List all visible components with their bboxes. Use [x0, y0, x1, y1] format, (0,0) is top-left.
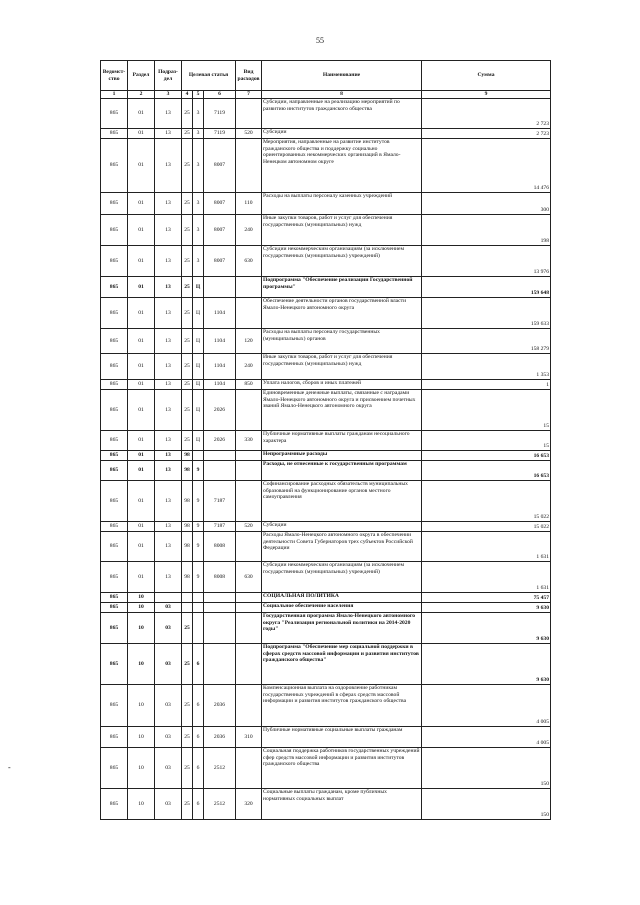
cell-target-subprogram: 9: [193, 532, 204, 562]
cell-podrazdel: 13: [155, 329, 182, 354]
cell-expense-type: [236, 603, 262, 613]
cell-target-program: 98: [182, 461, 193, 481]
cell-podrazdel: 03: [155, 727, 182, 748]
cell-razdel: 01: [128, 562, 155, 593]
budget-table: [100, 60, 551, 820]
cell-razdel: 01: [128, 532, 155, 562]
column-number: 7: [236, 91, 262, 99]
cell-target-code: 2512: [204, 748, 236, 789]
cell-podrazdel: 13: [155, 277, 182, 298]
cell-name: Социальная поддержка работников государственных учреждений сфер средств массовой информации и развития институтов гражданского общества: [262, 748, 422, 789]
cell-target-program: 25: [182, 129, 193, 139]
cell-razdel: 10: [128, 593, 155, 603]
cell-name: Расходы, не отнесенные к государственным программам: [262, 461, 422, 481]
cell-name: Публичные нормативные выплаты гражданам несоциального характера: [262, 431, 422, 451]
cell-razdel: 01: [128, 193, 155, 215]
cell-target-subprogram: 9: [193, 562, 204, 593]
cell-target-subprogram: Ц: [193, 380, 204, 390]
cell-target-code: 7119: [204, 99, 236, 129]
cell-razdel: 01: [128, 329, 155, 354]
cell-sum: 198: [422, 215, 551, 246]
cell-expense-type: [236, 139, 262, 193]
cell-vedomstvo: 865: [101, 380, 128, 390]
cell-target-code: 1104: [204, 298, 236, 329]
cell-podrazdel: 13: [155, 380, 182, 390]
cell-target-subprogram: 9: [193, 481, 204, 522]
cell-sum: 9 630: [422, 644, 551, 685]
cell-target-code: 1104: [204, 354, 236, 380]
cell-target-code: 8007: [204, 139, 236, 193]
cell-target-program: [182, 603, 193, 613]
cell-vedomstvo: 865: [101, 246, 128, 277]
cell-target-program: 98: [182, 522, 193, 532]
cell-target-subprogram: [193, 613, 204, 644]
cell-expense-type: 330: [236, 431, 262, 451]
cell-sum: 4 005: [422, 685, 551, 727]
column-number: 9: [422, 91, 551, 99]
cell-razdel: 01: [128, 431, 155, 451]
cell-sum: 15: [422, 431, 551, 451]
cell-podrazdel: 13: [155, 246, 182, 277]
cell-sum: 158 279: [422, 329, 551, 354]
cell-target-code: [204, 593, 236, 603]
cell-expense-type: 630: [236, 246, 262, 277]
cell-name: Единовременные денежные выплаты, связанные с наградами Ямало-Ненецкого автономного округа и присвоением почетных званий Ямало-Ненецкого автономного округа: [262, 390, 422, 431]
cell-target-program: 25: [182, 99, 193, 129]
cell-expense-type: [236, 532, 262, 562]
table-row: [101, 129, 551, 139]
column-number: 2: [128, 91, 155, 99]
cell-name: Подпрограмма "Обеспечение реализации Государственной программы": [262, 277, 422, 298]
table-row: [101, 644, 551, 685]
cell-razdel: 01: [128, 246, 155, 277]
cell-target-code: [204, 277, 236, 298]
cell-expense-type: 240: [236, 354, 262, 380]
cell-podrazdel: 13: [155, 354, 182, 380]
cell-podrazdel: 13: [155, 390, 182, 431]
page-number: 55: [316, 36, 324, 45]
cell-name: Подпрограмма "Обеспечение мер социальной поддержки в сферах средств массовой информации и развития институтов гражданского общества": [262, 644, 422, 685]
cell-target-code: 8007: [204, 246, 236, 277]
cell-target-subprogram: [193, 593, 204, 603]
cell-target-subprogram: Ц: [193, 354, 204, 380]
cell-razdel: 01: [128, 99, 155, 129]
cell-vedomstvo: 865: [101, 644, 128, 685]
header-expense-type: Вид расходов: [236, 61, 262, 91]
table-row: [101, 451, 551, 461]
cell-vedomstvo: 865: [101, 139, 128, 193]
cell-podrazdel: 13: [155, 481, 182, 522]
cell-target-program: 25: [182, 748, 193, 789]
cell-target-program: 98: [182, 562, 193, 593]
table-row: [101, 481, 551, 522]
header-target-article: Целевая статья: [182, 61, 236, 91]
cell-podrazdel: 13: [155, 298, 182, 329]
cell-vedomstvo: 865: [101, 451, 128, 461]
cell-target-code: [204, 613, 236, 644]
cell-podrazdel: 13: [155, 129, 182, 139]
table-row: [101, 329, 551, 354]
cell-target-code: 8008: [204, 532, 236, 562]
cell-target-subprogram: [193, 451, 204, 461]
cell-target-code: 2036: [204, 727, 236, 748]
cell-expense-type: [236, 298, 262, 329]
cell-podrazdel: 03: [155, 603, 182, 613]
cell-target-subprogram: 3: [193, 139, 204, 193]
cell-target-code: [204, 603, 236, 613]
cell-target-code: [204, 461, 236, 481]
cell-vedomstvo: 865: [101, 215, 128, 246]
cell-target-program: 25: [182, 246, 193, 277]
cell-target-subprogram: 6: [193, 685, 204, 727]
cell-vedomstvo: 865: [101, 481, 128, 522]
cell-sum: 1: [422, 380, 551, 390]
cell-razdel: 10: [128, 685, 155, 727]
cell-razdel: 01: [128, 461, 155, 481]
cell-expense-type: [236, 451, 262, 461]
table-row: [101, 593, 551, 603]
column-number: 3: [155, 91, 182, 99]
cell-podrazdel: [155, 593, 182, 603]
cell-target-program: 25: [182, 727, 193, 748]
column-number: 8: [262, 91, 422, 99]
cell-name: Субсидии некоммерческим организациям (за исключением государственных (муниципальных) учреждений): [262, 562, 422, 593]
cell-expense-type: 630: [236, 562, 262, 593]
table-row: [101, 431, 551, 451]
cell-expense-type: 320: [236, 789, 262, 820]
cell-razdel: 01: [128, 354, 155, 380]
table-row: [101, 789, 551, 820]
cell-target-subprogram: Ц: [193, 298, 204, 329]
cell-razdel: 01: [128, 298, 155, 329]
cell-expense-type: [236, 748, 262, 789]
column-number: 6: [204, 91, 236, 99]
header-sum: Сумма: [422, 61, 551, 91]
cell-vedomstvo: 865: [101, 329, 128, 354]
cell-vedomstvo: 865: [101, 354, 128, 380]
cell-target-code: [204, 644, 236, 685]
cell-name: Субсидии: [262, 522, 422, 532]
cell-target-code: 2026: [204, 431, 236, 451]
cell-sum: 4 005: [422, 727, 551, 748]
cell-expense-type: 120: [236, 329, 262, 354]
cell-sum: 14 476: [422, 139, 551, 193]
cell-name: Уплата налогов, сборов и иных платежей: [262, 380, 422, 390]
cell-vedomstvo: 865: [101, 390, 128, 431]
column-number: 1: [101, 91, 128, 99]
column-number: 5: [193, 91, 204, 99]
cell-name: Расходы на выплаты персоналу казенных учреждений: [262, 193, 422, 215]
table-row: [101, 748, 551, 789]
table-row: [101, 562, 551, 593]
cell-expense-type: [236, 99, 262, 129]
cell-target-program: 25: [182, 380, 193, 390]
header-name: Наименование: [262, 61, 422, 91]
cell-name: Иные закупки товаров, работ и услуг для обеспечения государственных (муниципальных) нужд: [262, 215, 422, 246]
cell-name: Социальное обеспечение населения: [262, 603, 422, 613]
cell-target-program: 25: [182, 789, 193, 820]
header-podrazdel: Подраз- дел: [155, 61, 182, 91]
cell-target-program: 25: [182, 390, 193, 431]
cell-target-subprogram: 9: [193, 461, 204, 481]
cell-target-subprogram: Ц: [193, 390, 204, 431]
cell-target-code: 2026: [204, 390, 236, 431]
cell-vedomstvo: 865: [101, 727, 128, 748]
cell-target-subprogram: 9: [193, 522, 204, 532]
cell-expense-type: [236, 277, 262, 298]
cell-razdel: 10: [128, 644, 155, 685]
cell-target-program: 25: [182, 277, 193, 298]
table-row: [101, 727, 551, 748]
cell-expense-type: 850: [236, 380, 262, 390]
table-row: [101, 603, 551, 613]
cell-target-subprogram: 6: [193, 748, 204, 789]
cell-name: Компенсационная выплата на оздоровление работникам государственных учреждений в сферах средств массовой информации и развития институтов гражданского общества: [262, 685, 422, 727]
cell-podrazdel: 13: [155, 193, 182, 215]
table-row: [101, 522, 551, 532]
cell-razdel: 10: [128, 603, 155, 613]
cell-target-code: 1104: [204, 329, 236, 354]
cell-expense-type: 520: [236, 522, 262, 532]
cell-razdel: 10: [128, 613, 155, 644]
cell-vedomstvo: 865: [101, 298, 128, 329]
cell-razdel: 01: [128, 390, 155, 431]
cell-podrazdel: 03: [155, 789, 182, 820]
cell-sum: 300: [422, 193, 551, 215]
cell-sum: 150: [422, 748, 551, 789]
cell-sum: 15 022: [422, 522, 551, 532]
cell-sum: 16 653: [422, 461, 551, 481]
cell-target-subprogram: Ц: [193, 277, 204, 298]
cell-name: Непрограммные расходы: [262, 451, 422, 461]
cell-sum: 159 633: [422, 298, 551, 329]
cell-sum: 1 631: [422, 562, 551, 593]
cell-target-subprogram: 6: [193, 727, 204, 748]
cell-sum: 1 631: [422, 532, 551, 562]
cell-name: Расходы Ямало-Ненецкого автономного округа в обеспечении деятельности Совета Губернаторов трех субъектов Российской Федерации: [262, 532, 422, 562]
cell-target-code: 2036: [204, 685, 236, 727]
cell-vedomstvo: 865: [101, 532, 128, 562]
cell-target-subprogram: 3: [193, 246, 204, 277]
cell-name: Социальные выплаты гражданам, кроме публичных нормативных социальных выплат: [262, 789, 422, 820]
cell-sum: 1 353: [422, 354, 551, 380]
cell-expense-type: [236, 481, 262, 522]
header-razdel: Раздел: [128, 61, 155, 91]
table-row: [101, 246, 551, 277]
cell-name: Обеспечение деятельности органов государственной власти Ямало-Ненецкого автономного округа: [262, 298, 422, 329]
header-vedomstvo: Ведомст- ство: [101, 61, 128, 91]
cell-vedomstvo: 865: [101, 685, 128, 727]
cell-target-program: 25: [182, 685, 193, 727]
cell-expense-type: [236, 644, 262, 685]
cell-vedomstvo: 865: [101, 593, 128, 603]
cell-name: Иные закупки товаров, работ и услуг для обеспечения государственных (муниципальных) нужд: [262, 354, 422, 380]
cell-expense-type: 520: [236, 129, 262, 139]
cell-target-subprogram: Ц: [193, 431, 204, 451]
cell-target-subprogram: 3: [193, 215, 204, 246]
column-number: 4: [182, 91, 193, 99]
cell-sum: 150: [422, 789, 551, 820]
cell-vedomstvo: 865: [101, 613, 128, 644]
cell-vedomstvo: 865: [101, 522, 128, 532]
cell-expense-type: [236, 613, 262, 644]
cell-target-subprogram: 6: [193, 789, 204, 820]
cell-expense-type: [236, 593, 262, 603]
cell-target-program: 25: [182, 298, 193, 329]
cell-sum: 15: [422, 390, 551, 431]
cell-razdel: 01: [128, 215, 155, 246]
cell-razdel: 01: [128, 380, 155, 390]
cell-sum: 13 976: [422, 246, 551, 277]
table-row: [101, 99, 551, 129]
cell-razdel: 10: [128, 748, 155, 789]
cell-razdel: 01: [128, 129, 155, 139]
cell-expense-type: 310: [236, 727, 262, 748]
cell-razdel: 01: [128, 451, 155, 461]
cell-sum: 2 723: [422, 99, 551, 129]
cell-sum: 15 022: [422, 481, 551, 522]
cell-expense-type: 240: [236, 215, 262, 246]
cell-podrazdel: 03: [155, 685, 182, 727]
cell-name: Мероприятия, направленные на развитие институтов гражданского общества и поддержку социально ориентированных некоммерческих организаций в Ямало-Ненецком автономном округе: [262, 139, 422, 193]
cell-target-program: 25: [182, 329, 193, 354]
cell-razdel: 10: [128, 727, 155, 748]
cell-podrazdel: 13: [155, 461, 182, 481]
cell-sum: 9 630: [422, 613, 551, 644]
table-row: [101, 139, 551, 193]
cell-vedomstvo: 865: [101, 562, 128, 593]
cell-target-code: 7119: [204, 129, 236, 139]
table-row: [101, 298, 551, 329]
cell-podrazdel: 13: [155, 431, 182, 451]
cell-target-code: 8007: [204, 215, 236, 246]
cell-target-code: [204, 451, 236, 461]
cell-razdel: 01: [128, 139, 155, 193]
table-row: [101, 193, 551, 215]
cell-target-subprogram: Ц: [193, 329, 204, 354]
cell-name: Софинансирование расходных обязательств муниципальных образований на функционирование органов местного самоуправления: [262, 481, 422, 522]
cell-target-program: 25: [182, 644, 193, 685]
cell-expense-type: 110: [236, 193, 262, 215]
cell-target-program: 98: [182, 451, 193, 461]
cell-target-code: 8007: [204, 193, 236, 215]
cell-target-subprogram: 6: [193, 644, 204, 685]
table-row: [101, 380, 551, 390]
cell-razdel: 10: [128, 789, 155, 820]
cell-name: Расходы на выплаты персоналу государственных (муниципальных) органов: [262, 329, 422, 354]
cell-podrazdel: 13: [155, 562, 182, 593]
cell-podrazdel: 03: [155, 644, 182, 685]
cell-expense-type: [236, 685, 262, 727]
cell-target-program: 25: [182, 431, 193, 451]
cell-target-program: 25: [182, 193, 193, 215]
cell-target-subprogram: 3: [193, 193, 204, 215]
table-row: [101, 215, 551, 246]
cell-vedomstvo: 865: [101, 129, 128, 139]
cell-podrazdel: 13: [155, 215, 182, 246]
column-number-row: [101, 91, 551, 99]
cell-target-subprogram: [193, 603, 204, 613]
cell-podrazdel: 13: [155, 99, 182, 129]
cell-sum: 16 653: [422, 451, 551, 461]
cell-sum: 2 723: [422, 129, 551, 139]
cell-name: Субсидии: [262, 129, 422, 139]
cell-vedomstvo: 865: [101, 99, 128, 129]
cell-podrazdel: 13: [155, 522, 182, 532]
cell-target-program: 25: [182, 139, 193, 193]
table-body: [101, 99, 551, 820]
table-row: [101, 461, 551, 481]
cell-target-code: 2512: [204, 789, 236, 820]
table-row: [101, 532, 551, 562]
cell-podrazdel: 03: [155, 748, 182, 789]
cell-vedomstvo: 865: [101, 748, 128, 789]
cell-expense-type: [236, 390, 262, 431]
cell-vedomstvo: 865: [101, 277, 128, 298]
cell-razdel: 01: [128, 277, 155, 298]
cell-sum: 75 457: [422, 593, 551, 603]
cell-sum: 9 630: [422, 603, 551, 613]
cell-target-code: 8008: [204, 562, 236, 593]
cell-vedomstvo: 865: [101, 603, 128, 613]
table-row: [101, 613, 551, 644]
cell-sum: 159 648: [422, 277, 551, 298]
cell-target-code: 7187: [204, 522, 236, 532]
header-row: [101, 61, 551, 91]
cell-target-code: 1104: [204, 380, 236, 390]
cell-podrazdel: 13: [155, 451, 182, 461]
cell-name: СОЦИАЛЬНАЯ ПОЛИТИКА: [262, 593, 422, 603]
cell-target-subprogram: 3: [193, 99, 204, 129]
cell-razdel: 01: [128, 522, 155, 532]
cell-vedomstvo: 865: [101, 789, 128, 820]
cell-target-program: [182, 593, 193, 603]
cell-podrazdel: 13: [155, 532, 182, 562]
cell-name: Государственная программа Ямало-Ненецкого автономного округа "Реализация региональной политики на 2014-2020 годы": [262, 613, 422, 644]
cell-vedomstvo: 865: [101, 431, 128, 451]
table-row: [101, 390, 551, 431]
cell-name: Публичные нормативные социальные выплаты гражданам: [262, 727, 422, 748]
table-row: [101, 354, 551, 380]
cell-name: Субсидии некоммерческим организациям (за исключением государственных (муниципальных) учреждений): [262, 246, 422, 277]
cell-target-subprogram: 3: [193, 129, 204, 139]
cell-expense-type: [236, 461, 262, 481]
cell-target-program: 25: [182, 613, 193, 644]
cell-vedomstvo: 865: [101, 193, 128, 215]
cell-target-program: 25: [182, 215, 193, 246]
cell-target-code: 7187: [204, 481, 236, 522]
cell-vedomstvo: 865: [101, 461, 128, 481]
cell-target-program: 98: [182, 481, 193, 522]
margin-mark: -: [8, 763, 11, 772]
cell-target-program: 98: [182, 532, 193, 562]
table-row: [101, 685, 551, 727]
cell-name: Субсидии, направленные на реализацию мероприятий по развитию институтов гражданского общества: [262, 99, 422, 129]
cell-target-program: 25: [182, 354, 193, 380]
table-row: [101, 277, 551, 298]
cell-podrazdel: 13: [155, 139, 182, 193]
cell-podrazdel: 03: [155, 613, 182, 644]
cell-razdel: 01: [128, 481, 155, 522]
